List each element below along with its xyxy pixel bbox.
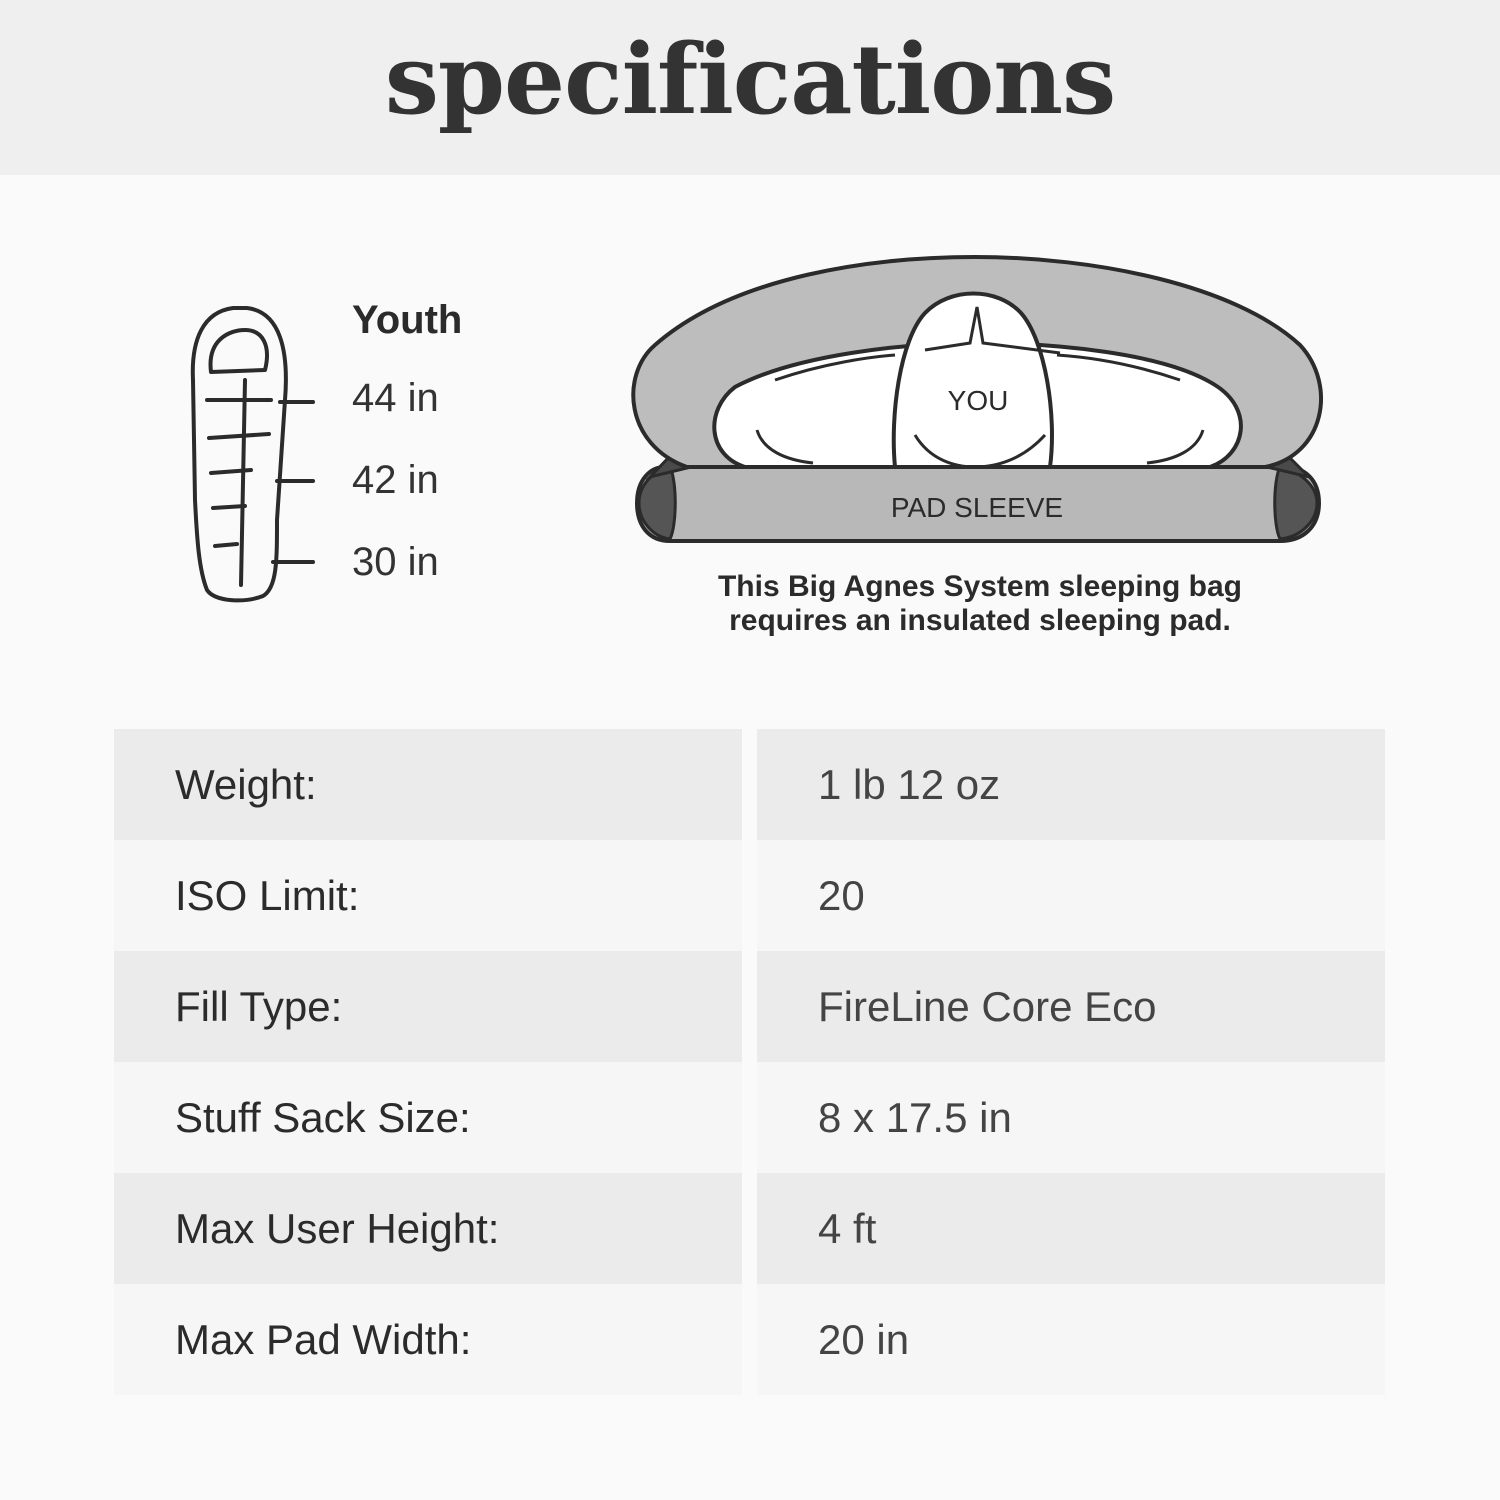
pad-sleeve-diagram <box>625 245 1335 550</box>
spec-table <box>114 729 1385 1395</box>
spec-value: 20 <box>757 840 1385 951</box>
hip-girth: 42 in <box>352 458 439 502</box>
you-label: YOU <box>947 385 1009 416</box>
spec-label: ISO Limit: <box>114 840 742 951</box>
pad-caption <box>640 570 1320 638</box>
spec-value: FireLine Core Eco <box>757 951 1385 1062</box>
foot-girth: 30 in <box>352 540 439 584</box>
spec-label: Weight: <box>114 729 742 840</box>
spec-value: 1 lb 12 oz <box>757 729 1385 840</box>
spec-label: Max Pad Width: <box>114 1284 742 1395</box>
bag-size-title: Youth <box>352 298 463 342</box>
spec-row-stuff-sack-size <box>114 1062 1385 1173</box>
spec-row-fill-type <box>114 951 1385 1062</box>
spec-row-max-user-height <box>114 1173 1385 1284</box>
header-banner <box>0 0 1500 175</box>
spec-label: Max User Height: <box>114 1173 742 1284</box>
spec-row-weight <box>114 729 1385 840</box>
pad-sleeve-label: PAD SLEEVE <box>890 492 1064 523</box>
pad-caption-line1: This Big Agnes System sleeping bag <box>717 570 1242 603</box>
spec-value: 8 x 17.5 in <box>757 1062 1385 1173</box>
shoulder-girth: 44 in <box>352 376 439 420</box>
spec-row-iso-limit <box>114 840 1385 951</box>
spec-row-max-pad-width <box>114 1284 1385 1395</box>
spec-label: Fill Type: <box>114 951 742 1062</box>
spec-value: 4 ft <box>757 1173 1385 1284</box>
page-title: specifications <box>384 23 1116 136</box>
pad-caption-line2: requires an insulated sleeping pad. <box>729 604 1231 637</box>
spec-label: Stuff Sack Size: <box>114 1062 742 1173</box>
sleeping-bag-outline-icon <box>185 300 325 610</box>
spec-value: 20 in <box>757 1284 1385 1395</box>
